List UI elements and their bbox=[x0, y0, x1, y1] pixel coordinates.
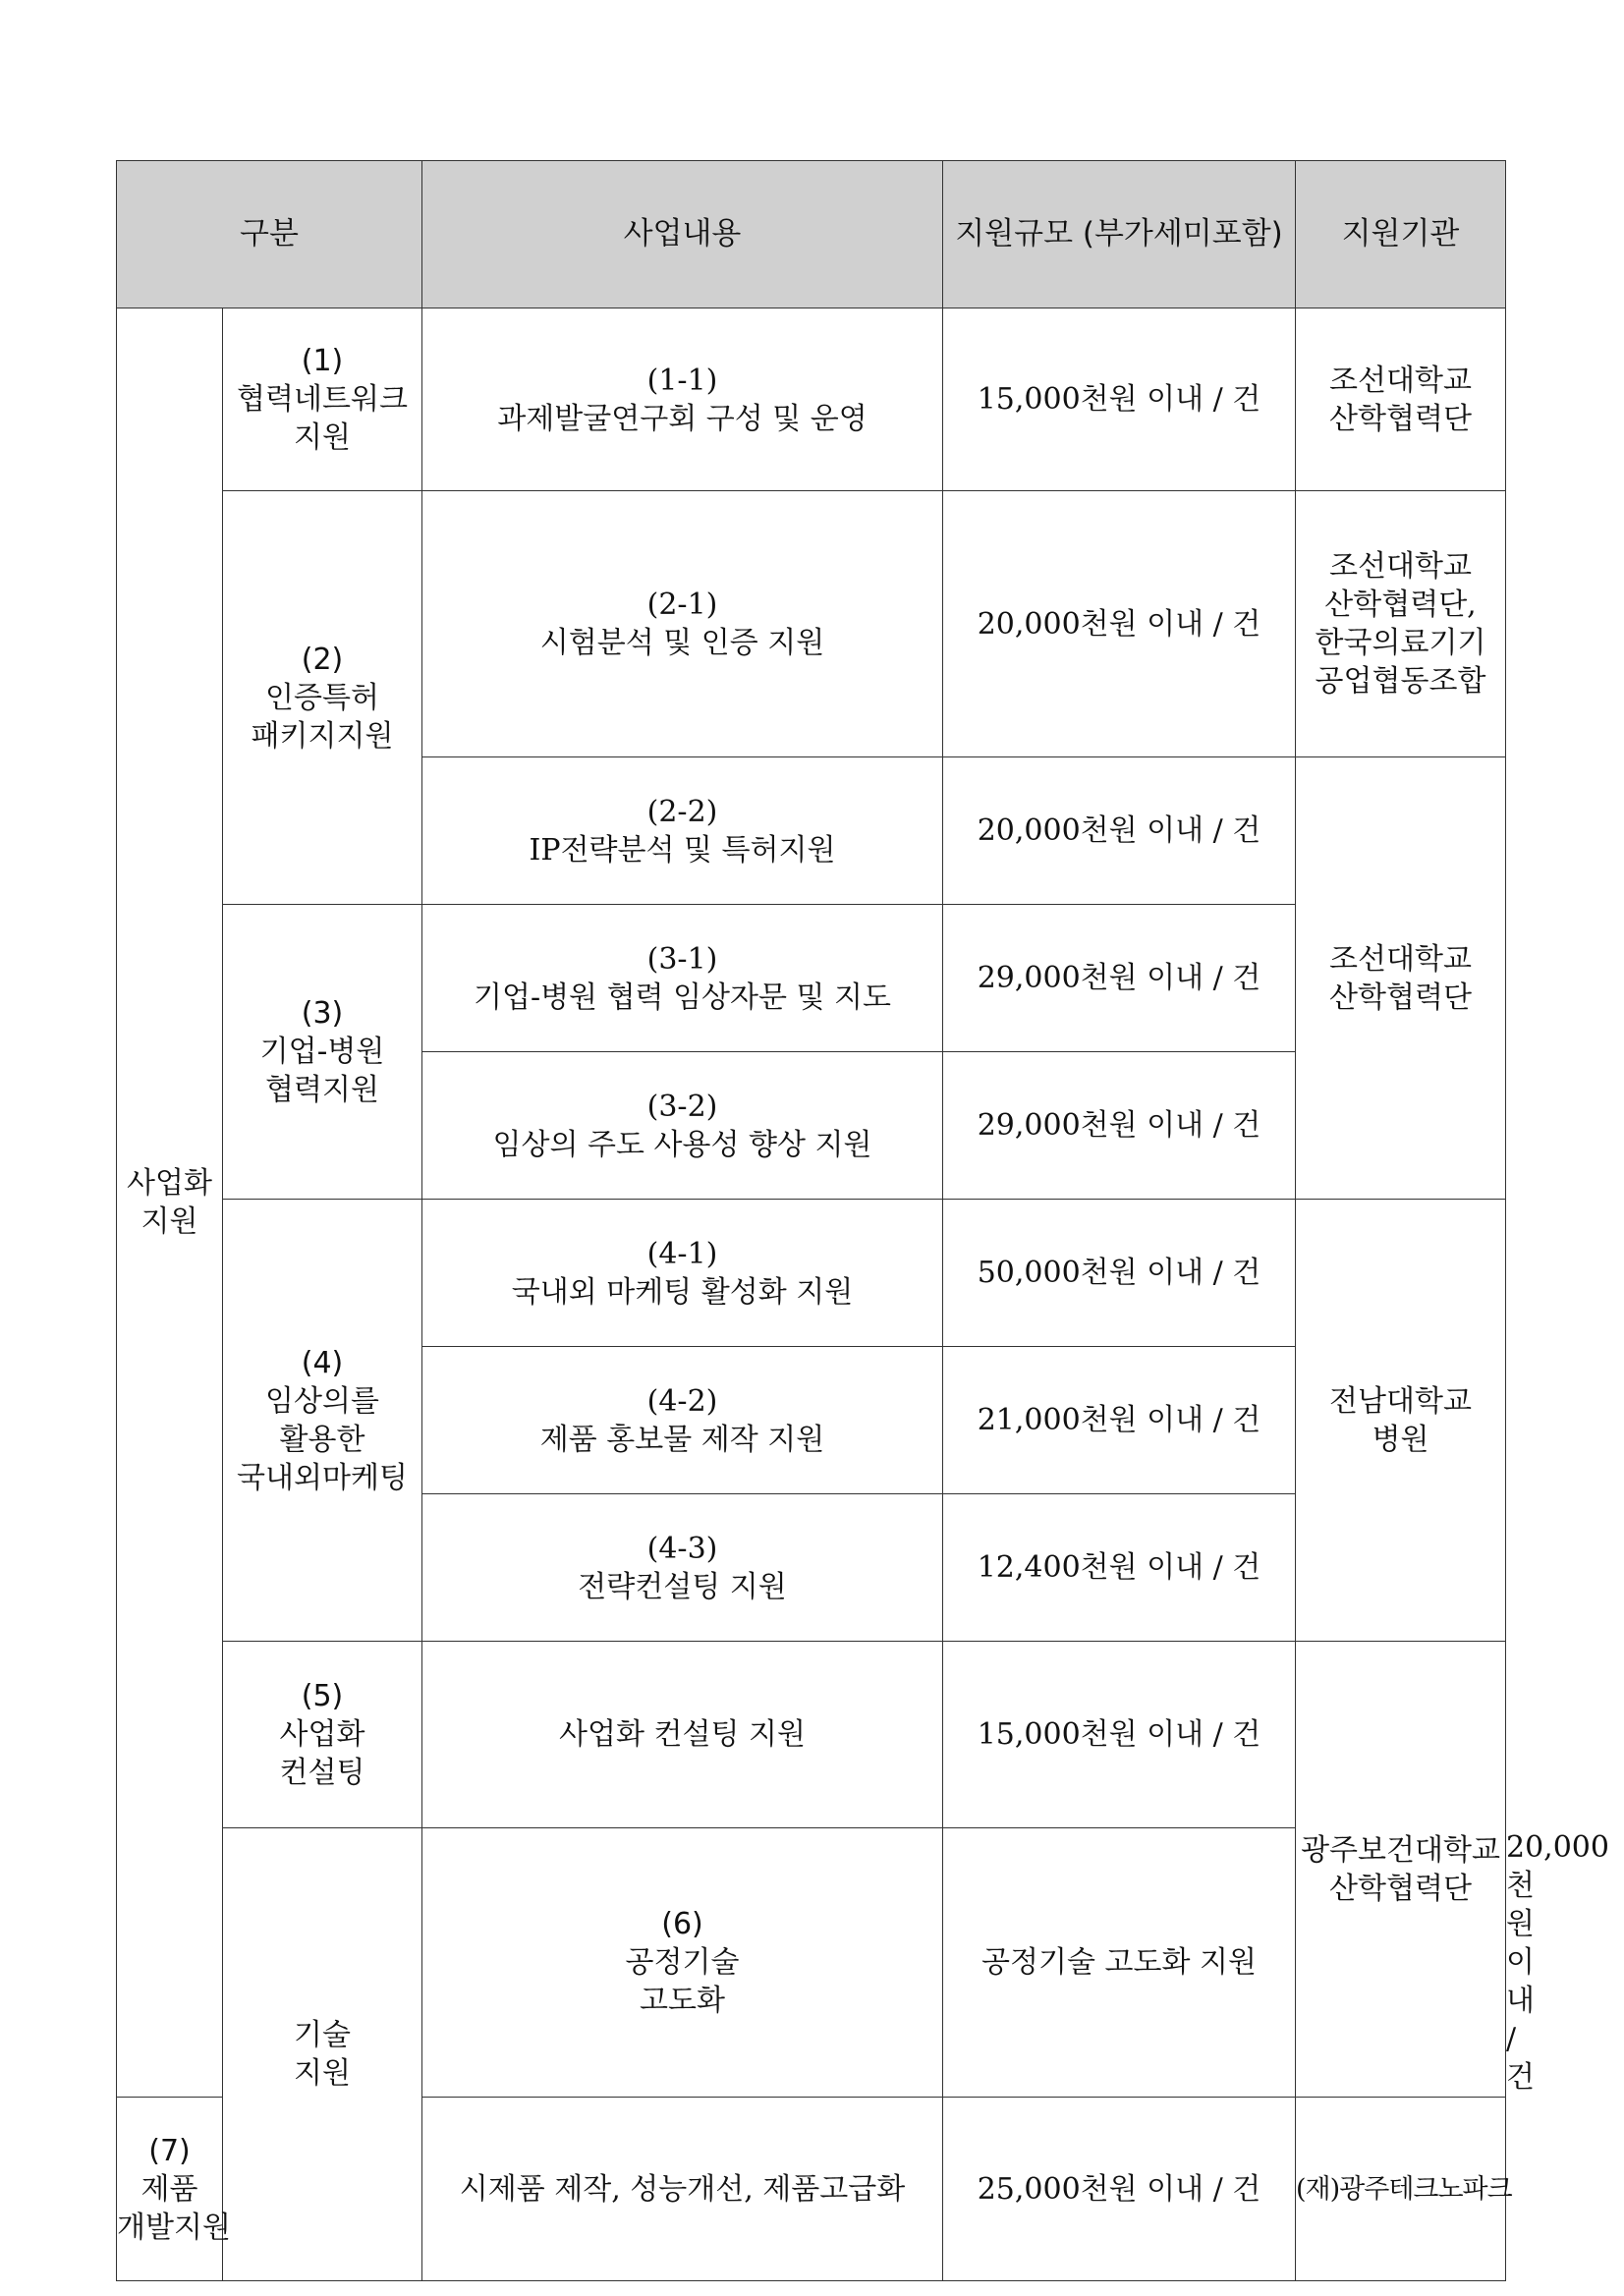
program-2: (2) 인증특허 패키지지원 bbox=[223, 491, 422, 905]
agency-5: 광주보건대학교 산학협력단 bbox=[1296, 1642, 1506, 2098]
scale-7: 25,000천원 이내 / 건 bbox=[943, 2098, 1296, 2281]
header-agency: 지원기관 bbox=[1296, 161, 1506, 308]
item-4-3: (4-3) 전략컨설팅 지원 bbox=[422, 1494, 943, 1642]
item-2-1: (2-1) 시험분석 및 인증 지원 bbox=[422, 491, 943, 757]
item-3-1: (3-1) 기업-병원 협력 임상자문 및 지도 bbox=[422, 905, 943, 1052]
table-row: 기술 지원 (6) 공정기술 고도화 공정기술 고도화 지원 20,000천원 이내 / 건 bbox=[117, 1828, 1506, 2098]
item-4-2: (4-2) 제품 홍보물 제작 지원 bbox=[422, 1347, 943, 1494]
item-5: 사업화 컨설팅 지원 bbox=[422, 1642, 943, 1828]
scale-3-2: 29,000천원 이내 / 건 bbox=[943, 1052, 1296, 1200]
program-5: (5) 사업화 컨설팅 bbox=[223, 1642, 422, 1828]
header-scale: 지원규모 (부가세미포함) bbox=[943, 161, 1296, 308]
agency-3: 조선대학교 산학협력단 bbox=[1296, 757, 1506, 1200]
table-row bbox=[117, 1200, 1506, 1347]
scale-2-1: 20,000천원 이내 / 건 bbox=[943, 491, 1296, 757]
table-row bbox=[117, 1642, 1506, 1828]
header-category: 구분 bbox=[117, 161, 422, 308]
table-header-row bbox=[117, 161, 1506, 308]
item-7: 시제품 제작, 성능개선, 제품고급화 bbox=[422, 2098, 943, 2281]
program-3: (3) 기업-병원 협력지원 bbox=[223, 905, 422, 1200]
agency-1: 조선대학교 산학협력단 bbox=[1296, 308, 1506, 491]
support-table bbox=[116, 160, 1609, 2281]
scale-3-1: 29,000천원 이내 / 건 bbox=[943, 905, 1296, 1052]
table-row bbox=[117, 491, 1506, 757]
scale-4-2: 21,000천원 이내 / 건 bbox=[943, 1347, 1296, 1494]
scale-2-2: 20,000천원 이내 / 건 bbox=[943, 757, 1296, 905]
agency-2: 조선대학교 산학협력단, 한국의료기기 공업협동조합 bbox=[1296, 491, 1506, 757]
scale-1-1: 15,000천원 이내 / 건 bbox=[943, 308, 1296, 491]
item-6: 공정기술 고도화 지원 bbox=[943, 1828, 1296, 2098]
scale-5: 15,000천원 이내 / 건 bbox=[943, 1642, 1296, 1828]
group-technology: 기술 지원 bbox=[223, 1828, 422, 2281]
program-7: (7) 제품 개발지원 bbox=[117, 2098, 223, 2281]
program-4: (4) 임상의를 활용한 국내외마케팅 bbox=[223, 1200, 422, 1642]
group-commercialization: 사업화 지원 bbox=[117, 308, 223, 2098]
header-content: 사업내용 bbox=[422, 161, 943, 308]
agency-4: 전남대학교 병원 bbox=[1296, 1200, 1506, 1642]
item-4-1: (4-1) 국내외 마케팅 활성화 지원 bbox=[422, 1200, 943, 1347]
table-row bbox=[117, 308, 1506, 491]
program-1: (1) 협력네트워크 지원 bbox=[223, 308, 422, 491]
agency-6: (재)광주테크노파크 bbox=[1296, 2098, 1506, 2281]
item-1-1: (1-1) 과제발굴연구회 구성 및 운영 bbox=[422, 308, 943, 491]
program-6: (6) 공정기술 고도화 bbox=[422, 1828, 943, 2098]
scale-4-3: 12,400천원 이내 / 건 bbox=[943, 1494, 1296, 1642]
item-2-2: (2-2) IP전략분석 및 특허지원 bbox=[422, 757, 943, 905]
item-3-2: (3-2) 임상의 주도 사용성 향상 지원 bbox=[422, 1052, 943, 1200]
scale-4-1: 50,000천원 이내 / 건 bbox=[943, 1200, 1296, 1347]
